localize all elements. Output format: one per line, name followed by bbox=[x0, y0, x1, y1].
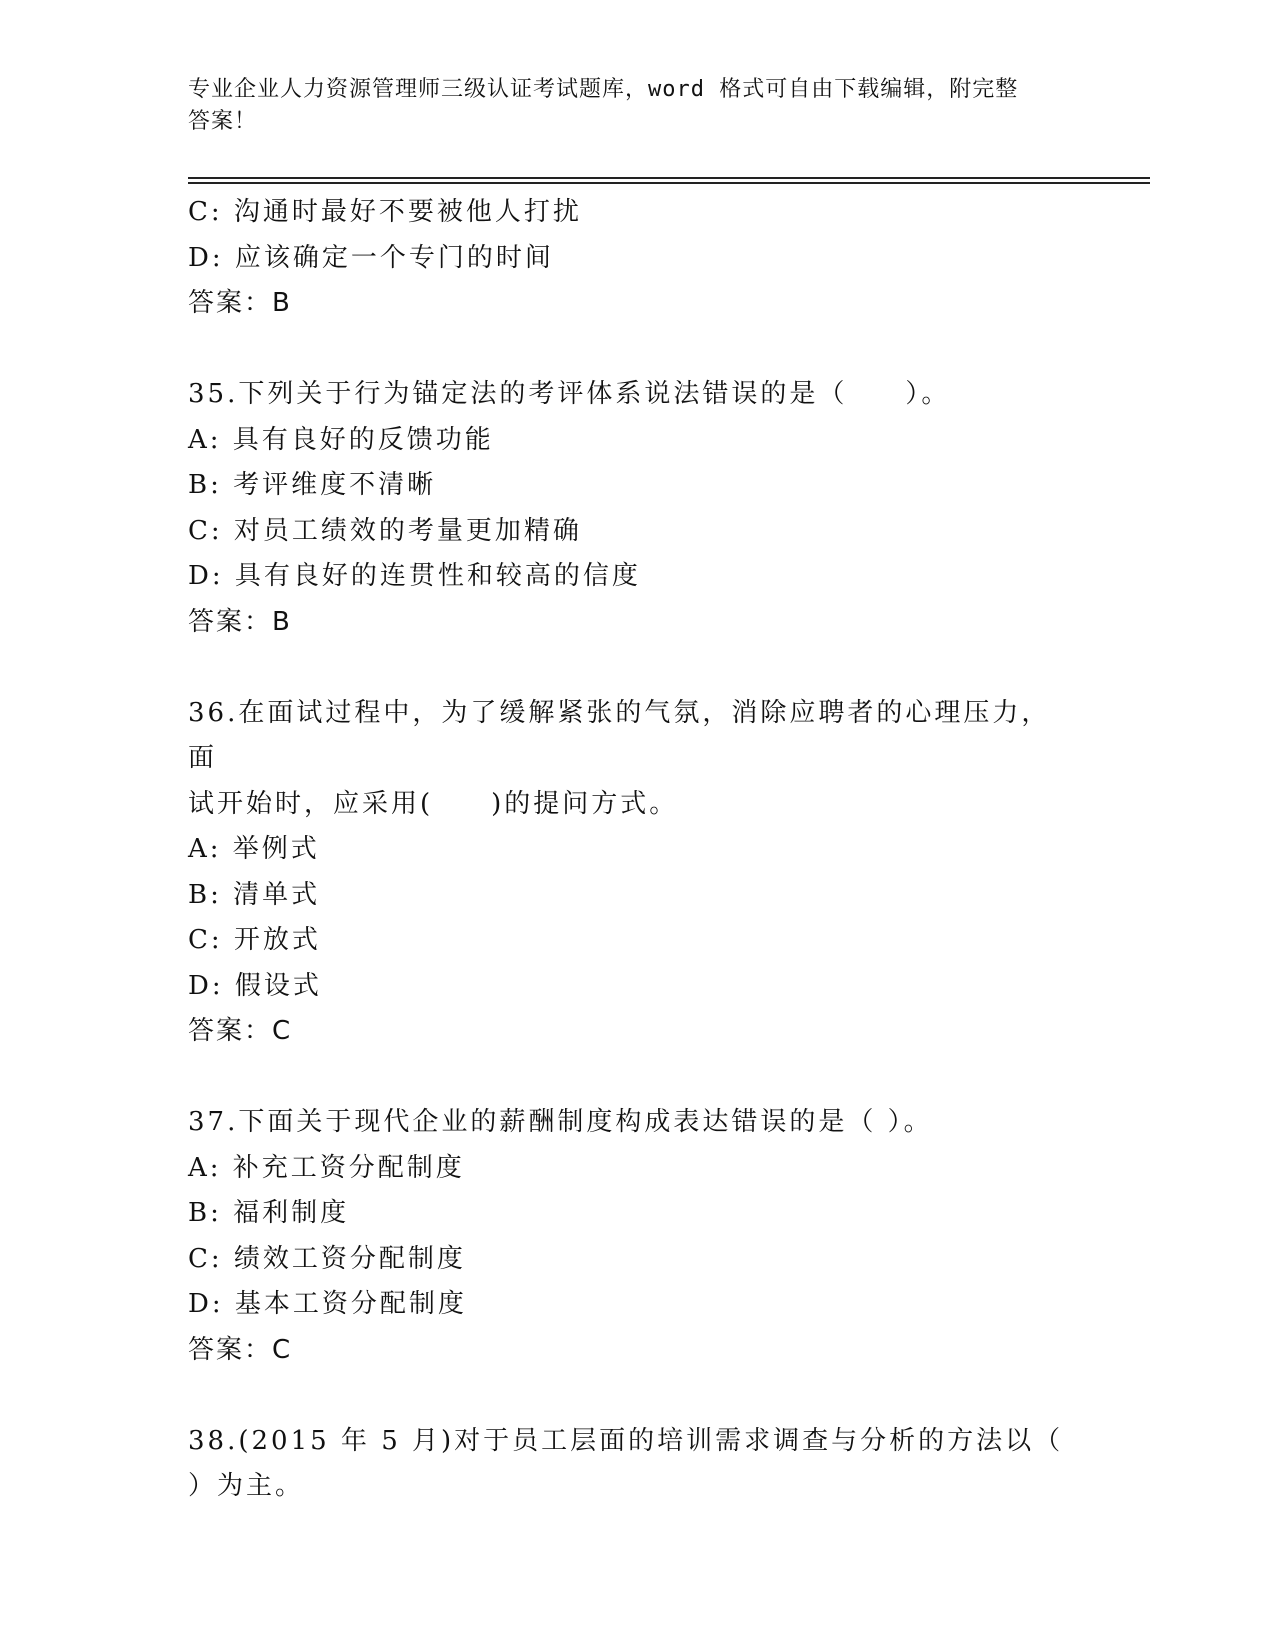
header-line-1: 专业企业人力资源管理师三级认证考试题库，word 格式可自由下载编辑，附完整 bbox=[188, 77, 1019, 102]
option-b: B: 福利制度 bbox=[188, 1198, 350, 1228]
option-d: D: 应该确定一个专门的时间 bbox=[188, 242, 554, 273]
spacer bbox=[188, 327, 1088, 373]
document-body bbox=[188, 190, 1088, 1510]
header-rule-bottom bbox=[188, 182, 1150, 184]
question-stem-line-2: ）为主。 bbox=[188, 1471, 305, 1501]
question-37 bbox=[188, 1100, 1088, 1373]
header-rule-top bbox=[188, 177, 1150, 179]
question-stem-line-1: 38.(2015 年 5 月)对于员工层面的培训需求调查与分析的方法以（ bbox=[188, 1425, 1064, 1456]
option-c: C: 绩效工资分配制度 bbox=[188, 1243, 466, 1274]
question-34-continued bbox=[188, 190, 1088, 327]
option-d: D: 具有良好的连贯性和较高的信度 bbox=[188, 561, 641, 591]
question-35 bbox=[188, 372, 1088, 645]
option-c: C: 沟通时最好不要被他人打扰 bbox=[188, 197, 582, 227]
question-38 bbox=[188, 1419, 1088, 1510]
question-stem-line-1: 36.在面试过程中，为了缓解紧张的气氛，消除应聘者的心理压力，面 bbox=[188, 697, 1051, 773]
option-a: A: 补充工资分配制度 bbox=[188, 1152, 465, 1183]
option-b: B: 考评维度不清晰 bbox=[188, 470, 437, 500]
header-line-2: 答案！ bbox=[188, 109, 258, 134]
option-a: A: 举例式 bbox=[188, 834, 320, 864]
spacer bbox=[188, 1055, 1088, 1101]
question-36 bbox=[188, 691, 1088, 1055]
answer: 答案：B bbox=[188, 288, 292, 318]
question-stem-line-2: 试开始时，应采用( )的提问方式。 bbox=[188, 788, 679, 819]
answer: 答案：C bbox=[188, 1334, 293, 1365]
document-header bbox=[188, 74, 1068, 138]
question-stem: 37.下面关于现代企业的薪酬制度构成表达错误的是（ ）。 bbox=[188, 1107, 933, 1137]
question-stem: 35.下列关于行为锚定法的考评体系说法错误的是（ ）。 bbox=[188, 379, 951, 409]
option-a: A: 具有良好的反馈功能 bbox=[188, 424, 494, 455]
answer: 答案：C bbox=[188, 1016, 293, 1046]
option-c: C: 开放式 bbox=[188, 925, 321, 955]
spacer bbox=[188, 1373, 1088, 1419]
spacer bbox=[188, 645, 1088, 691]
option-d: D: 基本工资分配制度 bbox=[188, 1289, 467, 1319]
option-c: C: 对员工绩效的考量更加精确 bbox=[188, 515, 582, 546]
option-b: B: 清单式 bbox=[188, 879, 321, 910]
option-d: D: 假设式 bbox=[188, 970, 322, 1001]
answer: 答案：B bbox=[188, 606, 292, 637]
